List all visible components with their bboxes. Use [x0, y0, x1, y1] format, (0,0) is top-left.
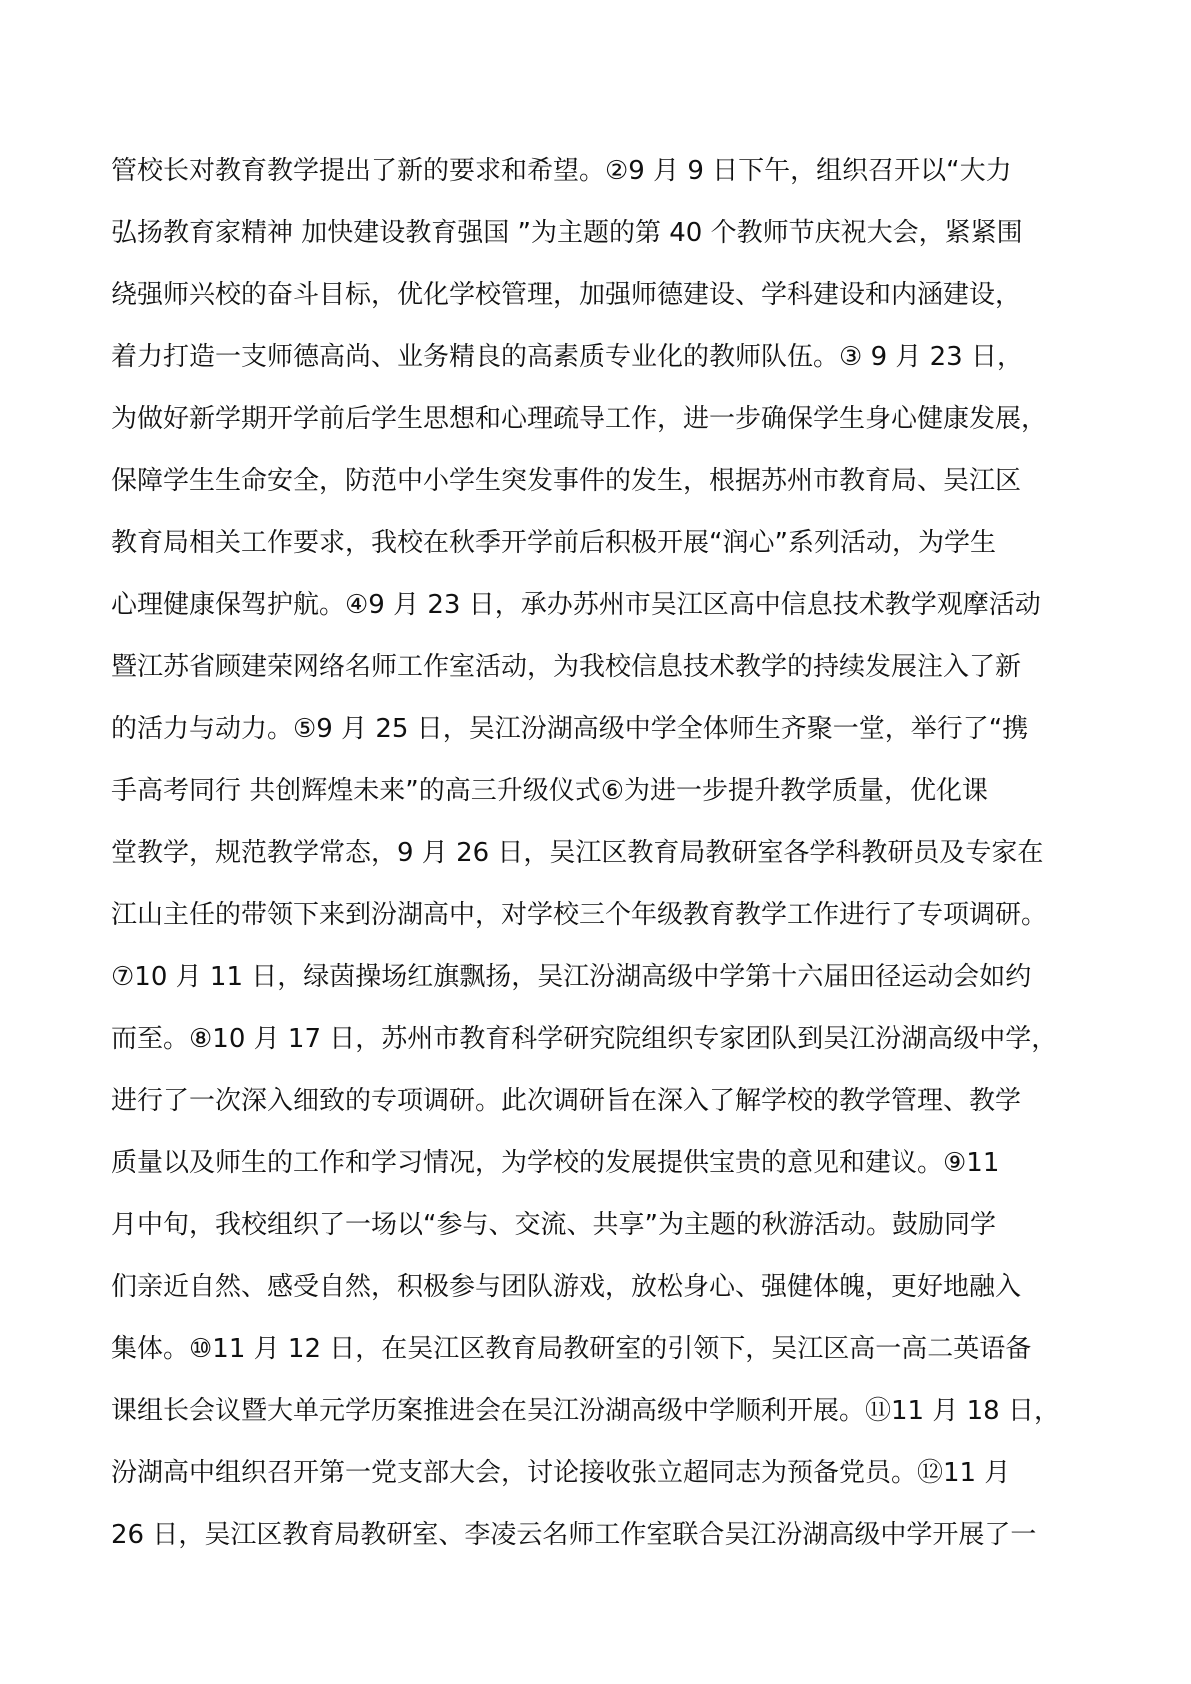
text-line: 教育局相关工作要求，我校在秋季开学前后积极开展“润心”系列活动，为学生: [111, 528, 996, 558]
text-line: 月中旬，我校组织了一场以“参与、交流、共享”为主题的秋游活动。鼓励同学: [111, 1210, 996, 1240]
text-line: 26 日，吴江区教育局教研室、李凌云名师工作室联合吴江汾湖高级中学开展了一: [111, 1520, 1037, 1550]
text-line: 江山主任的带领下来到汾湖高中，对学校三个年级教育教学工作进行了专项调研。: [111, 900, 1048, 930]
text-line: 心理健康保驾护航。④9 月 23 日，承办苏州市吴江区高中信息技术教学观摩活动: [111, 590, 1041, 620]
text-line: 的活力与动力。⑤9 月 25 日，吴江汾湖高级中学全体师生齐聚一堂，举行了“携: [111, 714, 1029, 744]
text-line: ⑦10 月 11 日，绿茵操场红旗飘扬，吴江汾湖高级中学第十六届田径运动会如约: [111, 962, 1032, 992]
text-line: 绕强师兴校的奋斗目标，优化学校管理，加强师德建设、学科建设和内涵建设，: [111, 280, 1022, 310]
text-line: 保障学生生命安全，防范中小学生突发事件的发生，根据苏州市教育局、吴江区: [111, 466, 1022, 496]
text-line: 进行了一次深入细致的专项调研。此次调研旨在深入了解学校的教学管理、教学: [111, 1086, 1022, 1116]
text-line: 管校长对教育教学提出了新的要求和希望。②9 月 9 日下午，组织召开以“大力: [111, 156, 1012, 186]
text-line: 集体。⑩11 月 12 日，在吴江区教育局教研室的引领下，吴江区高一高二英语备: [111, 1334, 1032, 1364]
text-line: 质量以及师生的工作和学习情况，为学校的发展提供宝贵的意见和建议。⑨11: [111, 1148, 1000, 1178]
text-line: 着力打造一支师德高尚、业务精良的高素质专业化的教师队伍。③ 9 月 23 日，: [111, 342, 1023, 372]
text-line: 暨江苏省顾建荣网络名师工作室活动，为我校信息技术教学的持续发展注入了新: [111, 652, 1022, 682]
text-line: 堂教学，规范教学常态，9 月 26 日，吴江区教育局教研室各学科教研员及专家在: [111, 838, 1044, 868]
text-line: 汾湖高中组织召开第一党支部大会，讨论接收张立超同志为预备党员。⑫11 月: [111, 1458, 1011, 1488]
text-line: 而至。⑧10 月 17 日，苏州市教育科学研究院组织专家团队到吴江汾湖高级中学，: [111, 1024, 1058, 1054]
text-line: 弘扬教育家精神 加快建设教育强国 ”为主题的第 40 个教师节庆祝大会，紧紧围: [111, 218, 1023, 248]
text-line: 手高考同行 共创辉煌未来”的高三升级仪式⑥为进一步提升教学质量，优化课: [111, 776, 989, 806]
text-line: 为做好新学期开学前后学生思想和心理疏导工作，进一步确保学生身心健康发展，: [111, 404, 1048, 434]
text-line: 课组长会议暨大单元学历案推进会在吴江汾湖高级中学顺利开展。⑪11 月 18 日，: [111, 1396, 1060, 1426]
body-text: [111, 140, 1091, 1566]
text-line: 们亲近自然、感受自然，积极参与团队游戏，放松身心、强健体魄，更好地融入: [111, 1272, 1022, 1302]
